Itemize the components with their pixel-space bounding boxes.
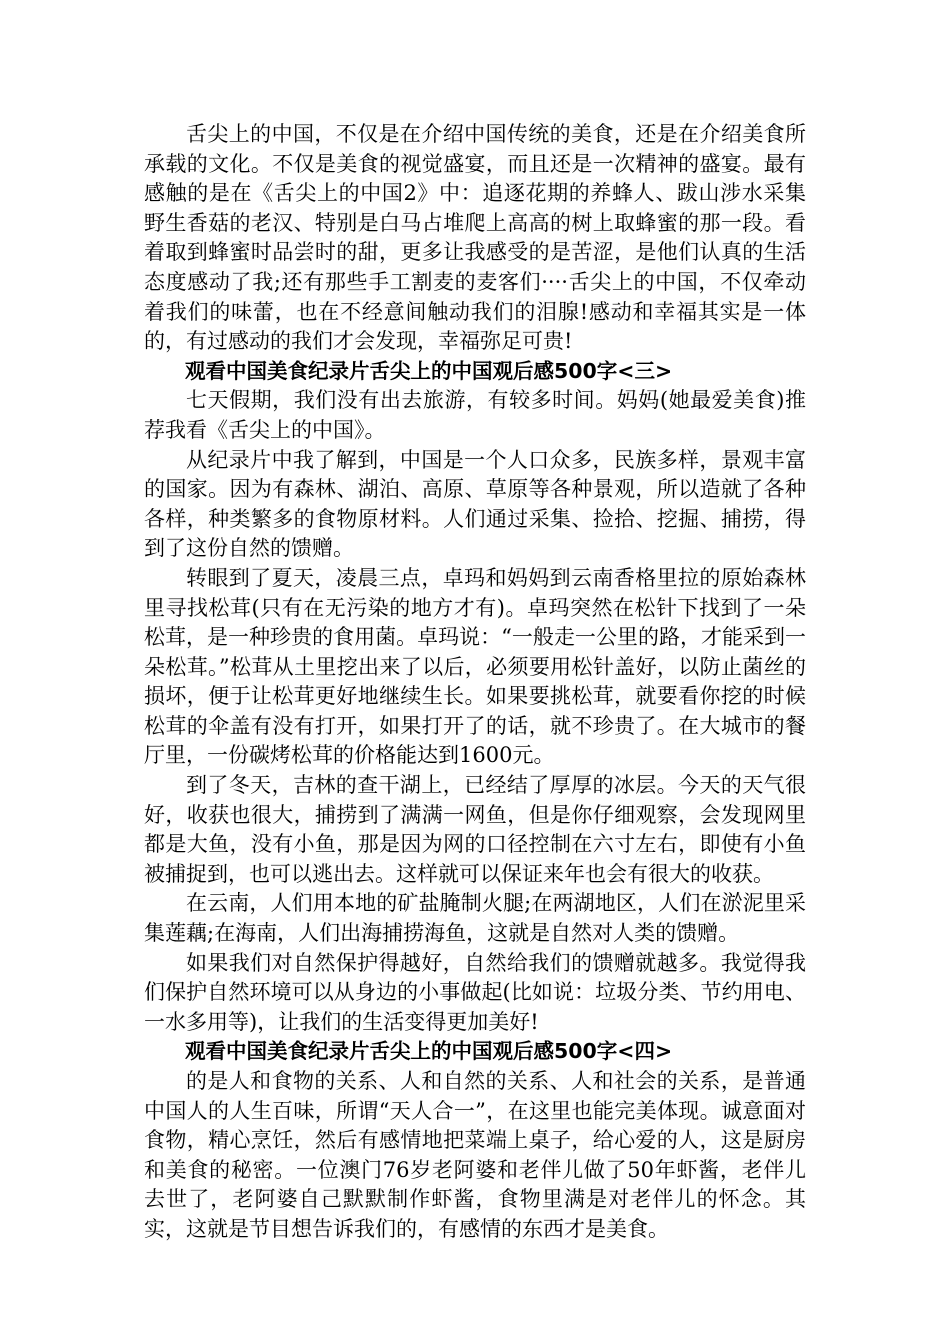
paragraph-intro: 舌尖上的中国，不仅是在介绍中国传统的美食，还是在介绍美食所承载的文化。不仅是美食的视觉盛宴，而且还是一次精神的盛宴。最有感触的是在《舌尖上的中国2》中：追逐花期的养蜂人、跋山涉水采集野生香菇的老汉、特别是白马占堆爬上高高的树上取蜂蜜的那一段。看着取到蜂蜜时品尝时的甜，更多让我感受的是苦涩，是他们认真的生活态度感动了我;还有那些手工割麦的麦客们····舌尖上的中国，不仅牵动着我们的味蕾，也在不经意间触动我们的泪腺!感动和幸福其实是一体的，有过感动的我们才会发现，幸福弥足可贵!: [144, 122, 806, 354]
paragraph-s3-5: 在云南，人们用本地的矿盐腌制火腿;在两湖地区，人们在淤泥里采集莲藕;在海南，人们出海捕捞海鱼，这就是自然对人类的馈赠。: [144, 891, 806, 946]
paragraph-s3-6: 如果我们对自然保护得越好，自然给我们的馈赠就越多。我觉得我们保护自然环境可以从身边的小事做起(比如说：垃圾分类、节约用电、一水多用等)，让我们的生活变得更加美好!: [144, 950, 806, 1034]
paragraph-s3-1: 七天假期，我们没有出去旅游，有较多时间。妈妈(她最爱美食)推荐我看《舌尖上的中国》。: [144, 388, 806, 442]
section-heading-4: 观看中国美食纪录片舌尖上的中国观后感500字<四>: [185, 1039, 673, 1064]
paragraph-s3-4: 到了冬天，吉林的查干湖上，已经结了厚厚的冰层。今天的天气很好，收获也很大，捕捞到了满满一网鱼，但是你仔细观察，会发现网里都是大鱼，没有小鱼，那是因为网的口径控制在六寸左右，即使有小鱼被捕捉到，也可以逃出去。这样就可以保证来年也会有很大的收获。: [144, 773, 806, 886]
paragraph-s4-1: 的是人和食物的关系、人和自然的关系、人和社会的关系，是普通中国人的人生百味，所谓“天人合一”，在这里也能完美体现。诚意面对食物，精心烹饪，然后有感情地把菜端上桌子，给心爱的人，这是厨房和美食的秘密。一位澳门76岁老阿婆和老伴儿做了50年虾酱，老伴儿去世了，老阿婆自己默默制作虾酱，食物里满是对老伴儿的怀念。其实，这就是节目想告诉我们的，有感情的东西才是美食。: [144, 1069, 806, 1241]
paragraph-s3-3: 转眼到了夏天，凌晨三点，卓玛和妈妈到云南香格里拉的原始森林里寻找松茸(只有在无污染的地方才有)。卓玛突然在松针下找到了一朵松茸，是一种珍贵的食用菌。卓玛说：“一般走一公里的路，才能采到一朵松茸。”松茸从土里挖出来了以后，必须要用松针盖好，以防止菌丝的损坏，便于让松茸更好地继续生长。如果要挑松茸，就要看你挖的时候松茸的伞盖有没有打开，如果打开了的话，就不珍贵了。在大城市的餐厅里，一份碳烤松茸的价格能达到1600元。: [144, 565, 806, 768]
document-page: [144, 120, 806, 1245]
section-heading-3: 观看中国美食纪录片舌尖上的中国观后感500字<三>: [185, 358, 673, 383]
paragraph-s3-2: 从纪录片中我了解到，中国是一个人口众多，民族多样，景观丰富的国家。因为有森林、湖泊、高原、草原等各种景观，所以造就了各种各样，种类繁多的食物原材料。人们通过采集、捡拾、挖掘、捕捞，得到了这份自然的馈赠。: [144, 447, 806, 561]
